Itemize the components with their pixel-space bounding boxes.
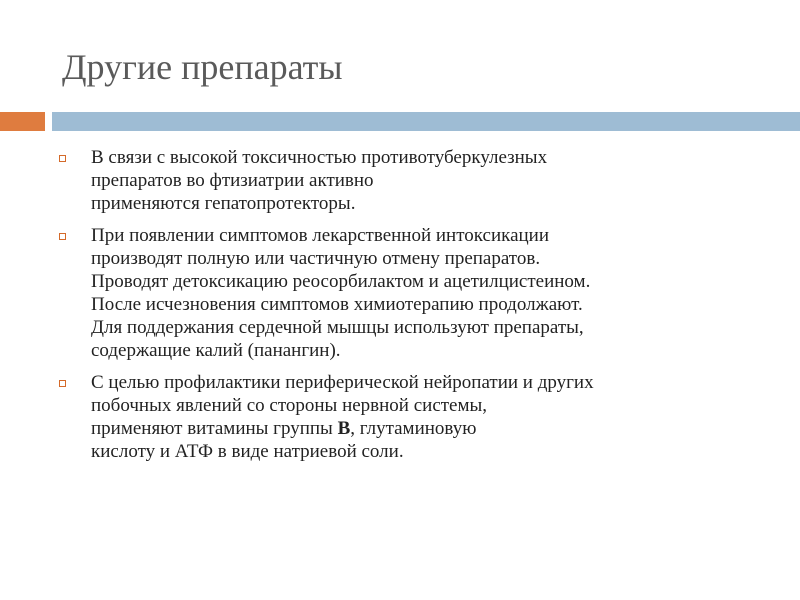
bullet-text	[91, 146, 756, 215]
title-accent-bar-blue	[52, 112, 800, 131]
bullet-line: После исчезновения симптомов химиотерапию продолжают.	[91, 294, 583, 315]
bullet-line: При появлении симптомов лекарственной интоксикации	[91, 225, 550, 246]
bullet-line: кислоту и АТФ в виде натриевой соли.	[91, 441, 404, 462]
bullet-item-2	[56, 224, 756, 362]
slide-title: Другие препараты	[62, 47, 343, 87]
bullet-text	[91, 224, 756, 362]
vitamin-b-emphasis: В	[337, 418, 351, 439]
bullet-line: Проводят детоксикацию реосорбилактом и ацетилцистеином.	[91, 271, 591, 292]
bullet-line: производят полную или частичную отмену препаратов.	[91, 248, 541, 269]
bullet-line: В связи с высокой токсичностью противотуберкулезных	[91, 147, 548, 168]
bullet-square-icon	[59, 380, 66, 387]
bullet-text-segment: применяют витамины группы	[91, 418, 338, 439]
bullet-line: С целью профилактики периферической нейропатии и других	[91, 372, 594, 393]
bullet-item-3	[56, 371, 756, 463]
bullet-line: применяются гепатопротекторы.	[91, 193, 356, 214]
bullet-line: содержащие калий (панангин).	[91, 340, 341, 361]
bullet-list	[56, 146, 756, 472]
bullet-line: Для поддержания сердечной мышцы используют препараты,	[91, 317, 584, 338]
bullet-text-segment: , глутаминовую	[350, 418, 477, 439]
bullet-line: побочных явлений со стороны нервной системы,	[91, 395, 488, 416]
bullet-text	[91, 371, 756, 463]
bullet-item-1	[56, 146, 756, 215]
bullet-line: препаратов во фтизиатрии активно	[91, 170, 374, 191]
bullet-square-icon	[59, 233, 66, 240]
bullet-square-icon	[59, 155, 66, 162]
bullet-line	[91, 417, 756, 440]
title-accent-bar-orange	[0, 112, 45, 131]
